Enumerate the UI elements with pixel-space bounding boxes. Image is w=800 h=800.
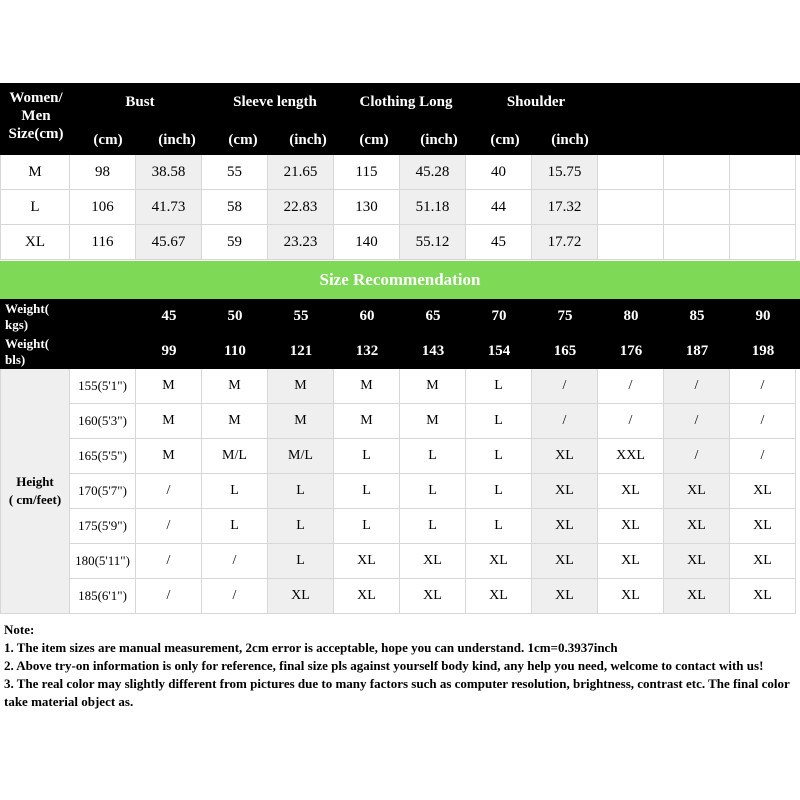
measurement-cell: 115	[334, 155, 400, 190]
recommended-size-cell: L	[334, 439, 400, 474]
recommended-size-cell: M/L	[202, 439, 268, 474]
size-chart	[0, 83, 800, 614]
measurement-cell: 45.67	[136, 225, 202, 260]
notes	[4, 621, 796, 711]
recommended-size-cell: /	[730, 404, 796, 439]
unit-header: (cm)	[359, 131, 389, 148]
empty-cell	[598, 225, 664, 260]
measurement-cell: 21.65	[268, 155, 334, 190]
size-table-body	[0, 155, 800, 260]
measurement-cell: 44	[466, 190, 532, 225]
measurement-header	[0, 83, 800, 155]
recommended-size-cell: L	[466, 474, 532, 509]
measurement-cell: 58	[202, 190, 268, 225]
weight-spacer	[70, 334, 136, 369]
measurement-cell: 59	[202, 225, 268, 260]
measurement-cell: 17.72	[532, 225, 598, 260]
weight-bls-label: Weight( bls)	[5, 335, 50, 367]
recommended-size-cell: L	[268, 509, 334, 544]
measurement-cell: 15.75	[532, 155, 598, 190]
weight-value: 165	[553, 343, 577, 359]
weight-value: 80	[623, 308, 639, 324]
height-value: 175(5'9")	[70, 509, 136, 544]
recommended-size-cell: XL	[532, 579, 598, 614]
unit-header: (inch)	[289, 131, 327, 148]
weight-value: 132	[355, 343, 379, 359]
recommended-size-cell: XL	[466, 579, 532, 614]
size-row	[0, 225, 800, 260]
height-grid	[70, 369, 796, 614]
recommended-size-cell: XL	[400, 544, 466, 579]
height-value: 160(5'3")	[70, 404, 136, 439]
weight-value: 121	[289, 343, 313, 359]
recommended-size-cell: M	[400, 404, 466, 439]
sleeve-length-header: Sleeve length	[233, 93, 317, 110]
size-recommendation-banner: Size Recommendation	[0, 261, 800, 299]
measurement-cell: 17.32	[532, 190, 598, 225]
recommended-size-cell: XL	[466, 544, 532, 579]
measurement-cell: 41.73	[136, 190, 202, 225]
recommended-size-cell: M	[136, 369, 202, 404]
recommended-size-cell: XL	[400, 579, 466, 614]
weight-value: 110	[224, 343, 246, 359]
recommended-size-cell: M	[136, 404, 202, 439]
recommended-size-cell: /	[598, 369, 664, 404]
notes-title: Note:	[4, 622, 35, 637]
weight-value: 45	[161, 308, 177, 324]
recommended-size-cell: M	[202, 404, 268, 439]
height-table	[0, 369, 800, 614]
weight-kgs-row	[0, 299, 800, 334]
empty-cell	[730, 190, 796, 225]
recommended-size-cell: XL	[268, 579, 334, 614]
weight-bls-row	[0, 334, 800, 369]
measurement-cell: 106	[70, 190, 136, 225]
weight-value: 75	[557, 308, 573, 324]
recommended-size-cell: L	[466, 369, 532, 404]
recommended-size-cell: L	[400, 439, 466, 474]
recommended-size-cell: /	[664, 439, 730, 474]
measurement-cell: 55.12	[400, 225, 466, 260]
recommended-size-cell: M	[268, 404, 334, 439]
size-label: M	[0, 155, 70, 190]
weight-value: 198	[751, 343, 775, 359]
size-row	[0, 155, 800, 190]
unit-header: (cm)	[93, 131, 123, 148]
recommended-size-cell: /	[598, 404, 664, 439]
weight-value: 154	[487, 343, 511, 359]
size-label: L	[0, 190, 70, 225]
weight-kgs-label: Weight( kgs)	[5, 300, 50, 332]
recommended-size-cell: L	[466, 404, 532, 439]
recommended-size-cell: L	[268, 544, 334, 579]
recommended-size-cell: XL	[532, 439, 598, 474]
measurement-cell: 51.18	[400, 190, 466, 225]
recommended-size-cell: XXL	[598, 439, 664, 474]
unit-header: (inch)	[551, 131, 589, 148]
empty-cell	[664, 155, 730, 190]
recommended-size-cell: L	[400, 509, 466, 544]
weight-spacer	[70, 299, 136, 334]
measurement-cell: 45	[466, 225, 532, 260]
recommended-size-cell: XL	[532, 474, 598, 509]
empty-cell	[664, 225, 730, 260]
measurement-cell: 38.58	[136, 155, 202, 190]
size-column-header: Women/ Men Size(cm)	[8, 90, 64, 142]
recommended-size-cell: M/L	[268, 439, 334, 474]
recommended-size-cell: XL	[664, 544, 730, 579]
recommended-size-cell: L	[202, 474, 268, 509]
recommended-size-cell: XL	[598, 579, 664, 614]
recommended-size-cell: XL	[730, 509, 796, 544]
weight-value: 50	[227, 308, 243, 324]
empty-cell	[730, 225, 796, 260]
measurement-cell: 55	[202, 155, 268, 190]
recommended-size-cell: L	[334, 509, 400, 544]
height-value: 155(5'1")	[70, 369, 136, 404]
height-value: 170(5'7")	[70, 474, 136, 509]
height-value: 165(5'5")	[70, 439, 136, 474]
measurement-cell: 140	[334, 225, 400, 260]
recommended-size-cell: L	[466, 439, 532, 474]
unit-header: (cm)	[490, 131, 520, 148]
recommended-size-cell: /	[730, 369, 796, 404]
recommended-size-cell: XL	[598, 509, 664, 544]
empty-cell	[664, 190, 730, 225]
recommended-size-cell: /	[136, 544, 202, 579]
note-item: 3. The real color may slightly different from pictures due to many factors such as computer resolution, brightness, contrast etc. The final color take material object as.	[4, 676, 790, 709]
recommended-size-cell: L	[334, 474, 400, 509]
recommended-size-cell: /	[136, 509, 202, 544]
measurement-cell: 130	[334, 190, 400, 225]
measurement-cell: 45.28	[400, 155, 466, 190]
recommended-size-cell: L	[466, 509, 532, 544]
size-row	[0, 190, 800, 225]
weight-value: 65	[425, 308, 441, 324]
weight-value: 143	[421, 343, 445, 359]
unit-header: (inch)	[420, 131, 458, 148]
recommended-size-cell: /	[136, 474, 202, 509]
weight-value: 55	[293, 308, 309, 324]
measurement-cell: 40	[466, 155, 532, 190]
note-item: 2. Above try-on information is only for reference, final size pls against yourself body kind, any help you need, welcome to contact with us!	[4, 658, 764, 673]
unit-header: (cm)	[228, 131, 258, 148]
unit-header: (inch)	[158, 131, 196, 148]
recommended-size-cell: /	[136, 579, 202, 614]
weight-value: 70	[491, 308, 507, 324]
empty-cell	[598, 190, 664, 225]
recommended-size-cell: M	[268, 369, 334, 404]
recommended-size-cell: /	[532, 404, 598, 439]
height-value: 180(5'11")	[70, 544, 136, 579]
weight-value: 60	[359, 308, 375, 324]
recommended-size-cell: XL	[532, 544, 598, 579]
measurement-cell: 23.23	[268, 225, 334, 260]
height-value: 185(6'1")	[70, 579, 136, 614]
recommended-size-cell: XL	[598, 544, 664, 579]
shoulder-header: Shoulder	[506, 93, 566, 110]
clothing-long-header: Clothing Long	[359, 93, 453, 110]
recommended-size-cell: XL	[730, 579, 796, 614]
recommended-size-cell: XL	[664, 579, 730, 614]
recommended-size-cell: M	[334, 369, 400, 404]
size-label: XL	[0, 225, 70, 260]
recommended-size-cell: /	[664, 404, 730, 439]
recommended-size-cell: XL	[532, 509, 598, 544]
recommended-size-cell: XL	[664, 474, 730, 509]
empty-cell	[598, 155, 664, 190]
recommended-size-cell: XL	[334, 579, 400, 614]
recommended-size-cell: M	[136, 439, 202, 474]
measurement-cell: 22.83	[268, 190, 334, 225]
recommended-size-cell: /	[532, 369, 598, 404]
recommended-size-cell: L	[400, 474, 466, 509]
recommended-size-cell: XL	[730, 544, 796, 579]
weight-value: 85	[689, 308, 705, 324]
weight-value: 99	[161, 343, 177, 359]
recommended-size-cell: /	[202, 579, 268, 614]
recommended-size-cell: XL	[730, 474, 796, 509]
recommended-size-cell: /	[202, 544, 268, 579]
empty-cell	[730, 155, 796, 190]
recommended-size-cell: XL	[334, 544, 400, 579]
recommended-size-cell: /	[664, 369, 730, 404]
recommended-size-cell: M	[202, 369, 268, 404]
bust-header: Bust	[125, 93, 155, 110]
recommended-size-cell: L	[202, 509, 268, 544]
measurement-cell: 98	[70, 155, 136, 190]
recommended-size-cell: XL	[598, 474, 664, 509]
height-label: Height ( cm/feet)	[0, 369, 70, 614]
weight-value: 90	[755, 308, 771, 324]
weight-value: 176	[619, 343, 643, 359]
weight-value: 187	[685, 343, 709, 359]
recommended-size-cell: L	[268, 474, 334, 509]
measurement-cell: 116	[70, 225, 136, 260]
note-item: 1. The item sizes are manual measurement, 2cm error is acceptable, hope you can understand. 1cm=0.3937inch	[4, 640, 618, 655]
recommended-size-cell: M	[334, 404, 400, 439]
recommended-size-cell: M	[400, 369, 466, 404]
recommended-size-cell: XL	[664, 509, 730, 544]
recommended-size-cell: /	[730, 439, 796, 474]
